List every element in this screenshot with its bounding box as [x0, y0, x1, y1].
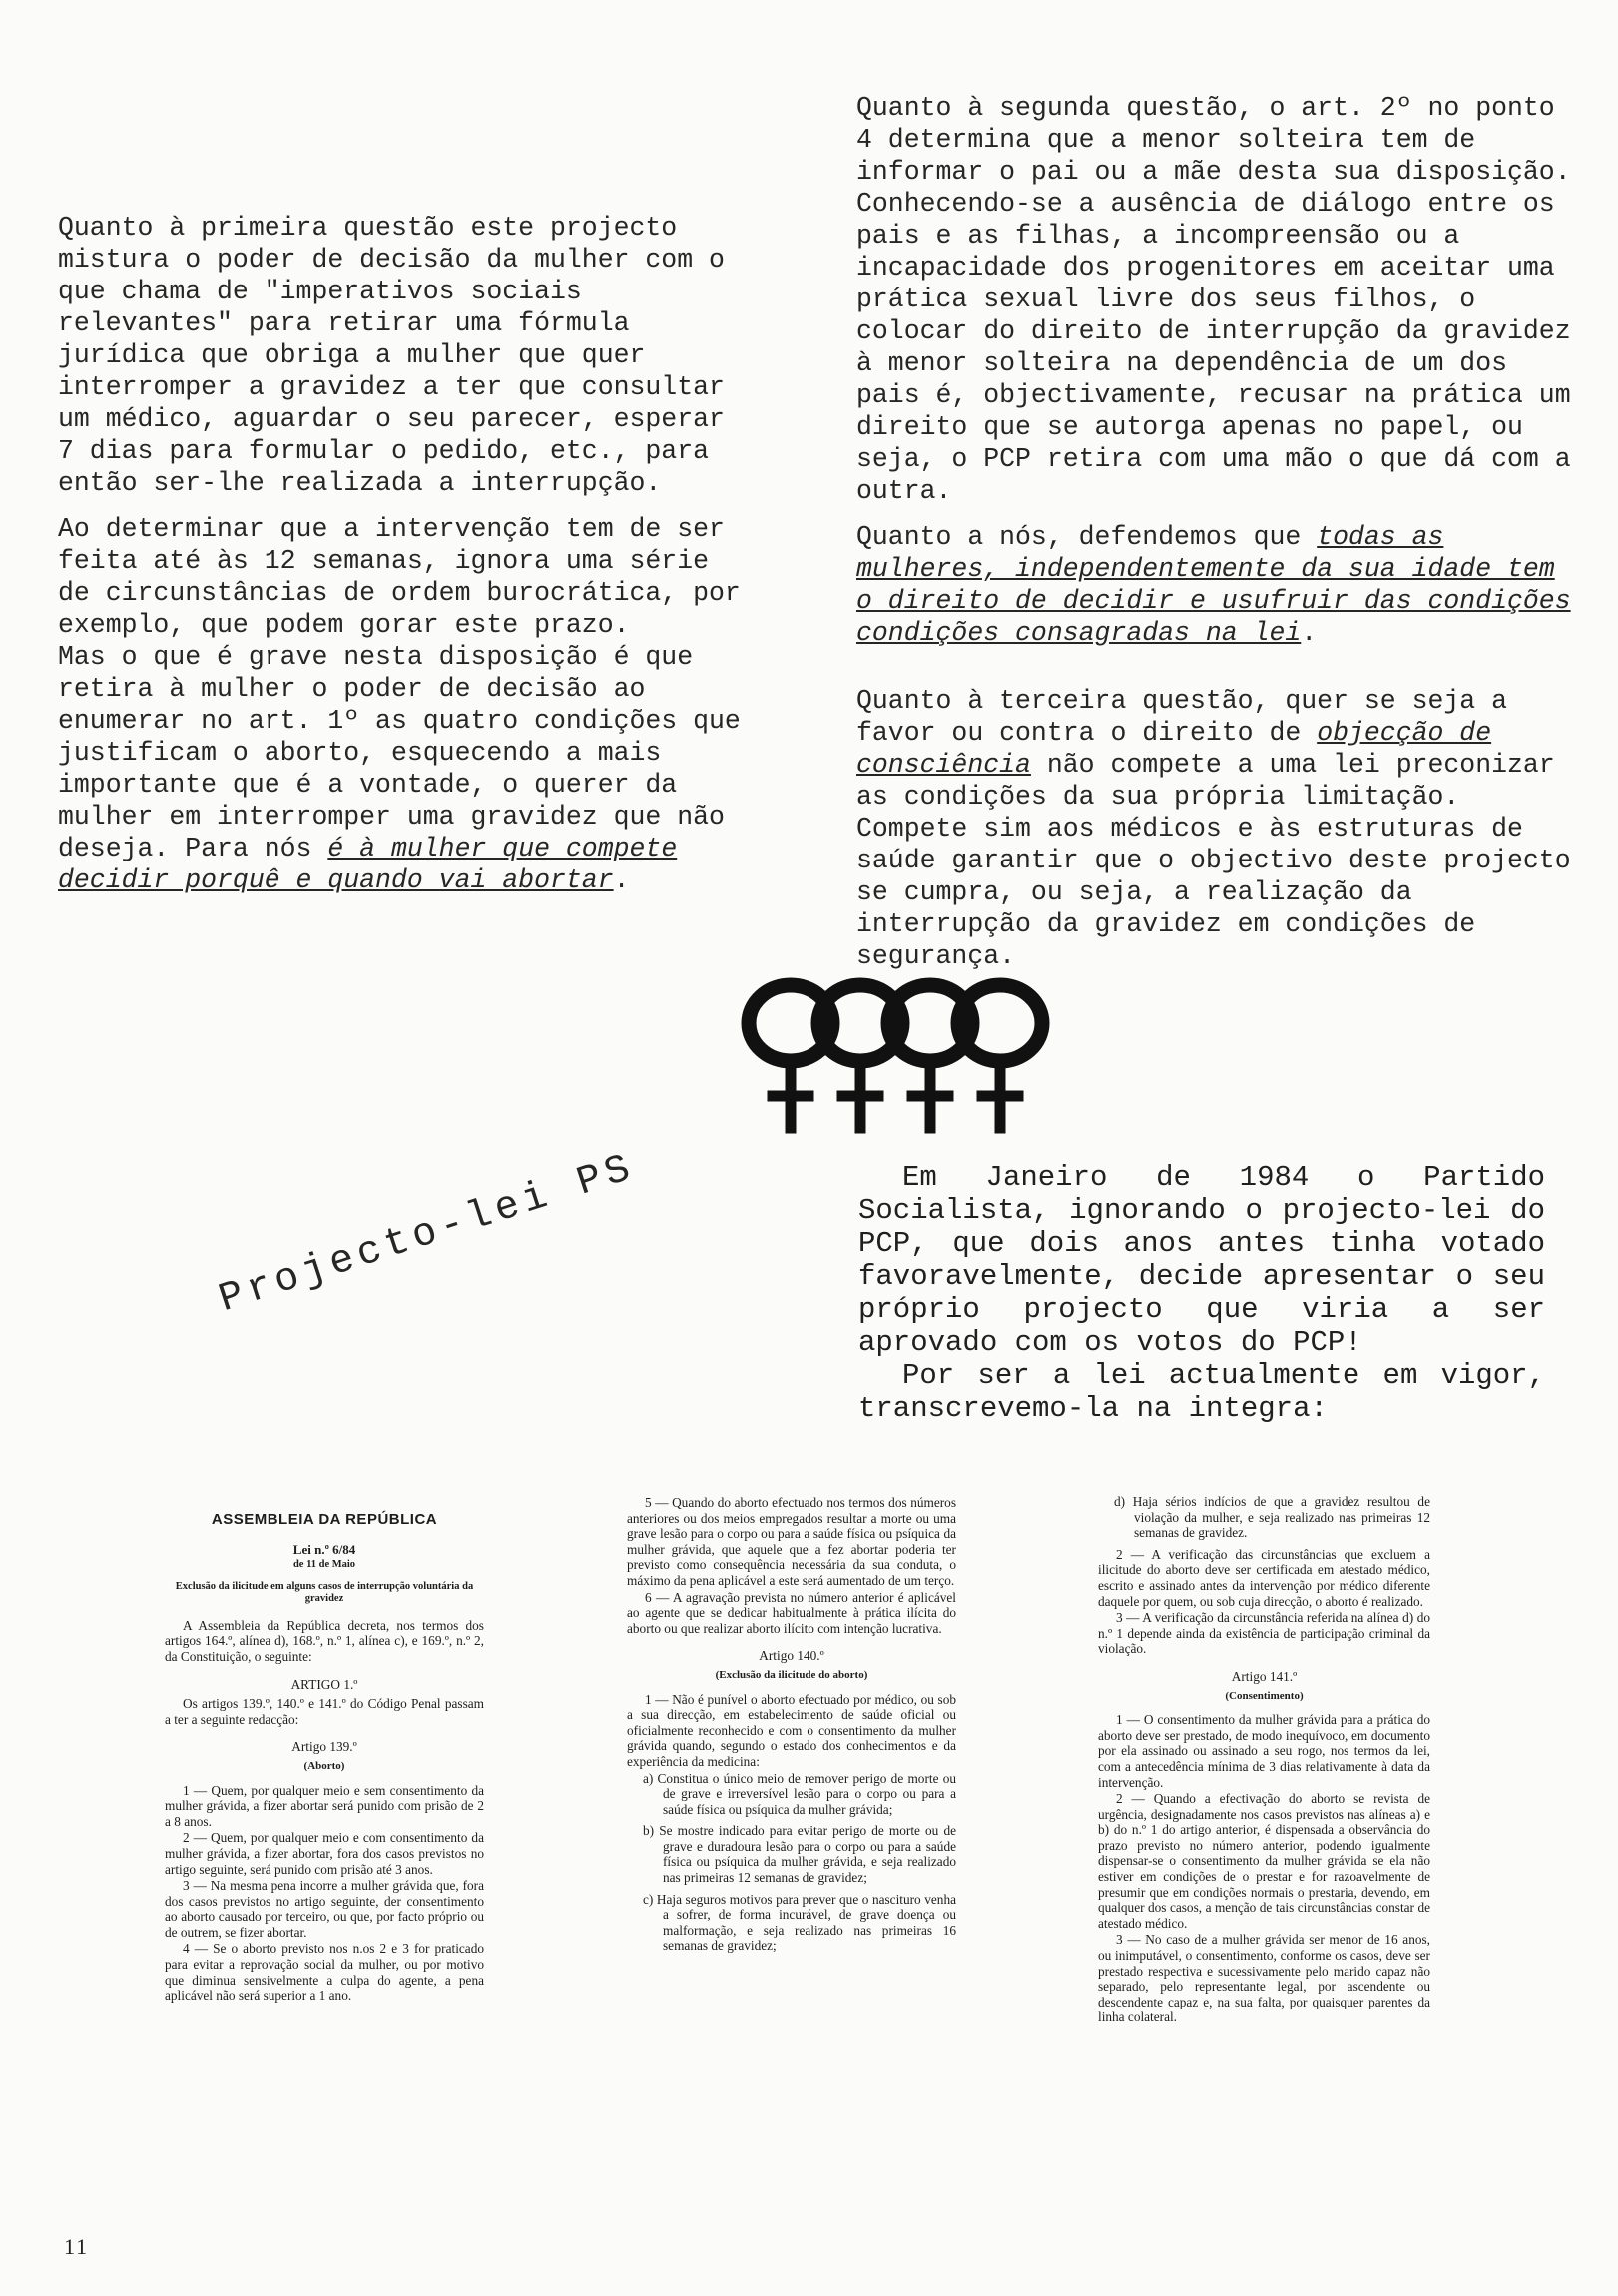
law-column-2 — [627, 1495, 956, 1960]
left-text-column — [58, 212, 747, 910]
article-paragraph: 2 — Quando a efectivação do aborto se revista de urgência, designadamente nos casos previstos nas alíneas a) e b) do n.º 1 do artigo anterior, é dispensada a observância do prazo previsto no número anterior, podendo igualmente dispensar-se o consentimento da mulher grávida se ela não estiver em condições de o prestar e for razoavelmente de presumir que em condições normais o prestaria, devendo, em qualquer dos casos, a menção de tais circunstâncias constar de atestado médico. — [1098, 1791, 1430, 1931]
feminist-symbols-logo — [729, 968, 1068, 1143]
article-clause: b) Se mostre indicado para evitar perigo de morte ou de grave e duradoura lesão para o corpo ou para a saúde física ou psíquica da mulher grávida, e seja realizado nas primeiras 12 semanas de gravidez; — [643, 1823, 956, 1886]
article-subtitle: (Aborto) — [303, 1759, 345, 1772]
paragraph-text-continued: não compete a uma lei preconizar as condições da sua própria limitação. Compete sim aos médicos e às estruturas de saúde garantir que o objectivo deste projecto se cumpra, ou seja, a realização da interrupção da gravidez em condições de segurança. — [856, 750, 1571, 971]
law-preamble: A Assembleia da República decreta, nos termos dos artigos 164.º, alínea d), 168.º, n.º 1, alínea c), e 169.º, n.º 2, da Constituição, o seguinte: — [165, 1617, 484, 1664]
paragraph-text: Mas o que é grave nesta disposição é que retira à mulher o poder de decisão ao enumerar no art. 1º as quatro condições que justificam o aborto, esquecendo a mais importante que é a vontade, o querer da mulher em interromper uma gravidez que não deseja. Para nós — [58, 642, 741, 863]
article-paragraph: 3 — No caso de a mulher grávida ser menor de 16 anos, ou inimputável, o consentimento, conforme os casos, deve ser prestado respectiva e sucessivamente pelo marido capaz não separado, pelo representante legal, por ascendente ou descendente capaz e, na sua falta, por quaisquer parentes da linha colateral. — [1098, 1932, 1430, 2025]
paragraph-text: Quanto à terceira questão, quer se seja a favor ou contra o direito de — [856, 686, 1508, 748]
intro-paragraph: Em Janeiro de 1984 o Partido Socialista, ignorando o projecto-lei do PCP, que dois anos antes tinha votado favoravelmente, decide apresentar o seu próprio projecto que viria a ser aprovado com os votos do PCP! — [858, 1161, 1545, 1359]
paragraph-end: . — [613, 865, 630, 895]
article-clause: d) Haja sérios indícios de que a gravidez resultou de violação da mulher, e seja realizado nas primeiras 12 semanas de gravidez. — [1114, 1494, 1430, 1541]
article-clause: c) Haja seguros motivos para prever que o nascituro venha a sofrer, de forma incurável, de grave doença ou malformação, e seja realizado nas primeiras 16 semanas de gravidez; — [643, 1891, 956, 1954]
paragraph-our-position — [856, 521, 1575, 649]
paragraph-second-question: Quanto à segunda questão, o art. 2º no ponto 4 determina que a menor solteira tem de informar o pai ou a mãe desta sua disposição. Conhecendo-se a ausência de diálogo entre os pais e as filhas, a incompreensão ou a incapacidade dos progenitores em aceitar uma prática sexual livre dos seus filhos, o colocar do direito de interrupção da gravidez à menor solteira na dependência de um dos pais é, objectivamente, recusar na prática um direito que se autorga apenas no papel, ou seja, o PCP retira com uma mão o que dá com a outra. — [856, 93, 1571, 506]
article-subtitle: (Consentimento) — [1225, 1689, 1304, 1702]
article-paragraph: 1 — O consentimento da mulher grávida para a prática do aborto deve ser prestado, de modo inequívoco, em documento por ela assinado ou assinado a seu rogo, nos termos da lei, com a antecedência mínima de 3 dias relativamente à data da intervenção. — [1098, 1712, 1430, 1790]
article-paragraph: 4 — Se o aborto previsto nos n.os 2 e 3 for praticado para evitar a reprovação social da mulher, ou por motivo que diminua sensivelmente a culpa do agente, a pena aplicável não será superior a 1 ano. — [165, 1941, 484, 2004]
paragraph-twelve-weeks: Ao determinar que a intervenção tem de ser feita até às 12 semanas, ignora uma série de circunstâncias de ordem burocrática, por exemplo, que podem gorar este prazo. — [58, 514, 741, 640]
article-clause: a) Constitua o único meio de remover perigo de morte ou de grave e irreversível lesão para o corpo ou para a saúde física ou psíquica da mulher grávida; — [643, 1770, 956, 1817]
article-paragraph: 1 — Quem, por qualquer meio e sem consentimento da mulher grávida, a fizer abortar será punido com prisão de 2 a 8 anos. — [165, 1782, 484, 1829]
intro-paragraph-transcription: Por ser a lei actualmente em vigor, transcrevemo-la na integra: — [858, 1359, 1545, 1425]
article-paragraph: 3 — Na mesma pena incorre a mulher grávida que, fora dos casos previstos no artigo seguinte, der consentimento ao aborto causado por terceiro, ou que, por facto próprio ou de outrem, se fizer abortar. — [165, 1878, 484, 1940]
article-subtitle: (Exclusão da ilicitude do aborto) — [715, 1668, 868, 1681]
page-number: 11 — [64, 2234, 90, 2259]
paragraph-first-question: Quanto à primeira questão este projecto mistura o poder de decisão da mulher com o que chama de "imperativos sociais relevantes" para retirar uma fórmula jurídica que obriga a mulher que quer interromper a gravidez a ter que consultar um médico, aguardar o seu parecer, esperar 7 dias para formular o pedido, etc., para então ser-lhe realizada a interrupção. — [58, 213, 725, 498]
article-paragraph: 3 — A verificação da circunstância referida na alínea d) do n.º 1 depende ainda da existência de participação criminal da violação. — [1098, 1610, 1430, 1657]
underlined-term: objecção de consciência — [856, 718, 1492, 780]
law-number: Lei n.º 6/84 — [292, 1541, 356, 1557]
law-header: ASSEMBLEIA DA REPÚBLICA — [211, 1511, 438, 1528]
paragraph-third-question — [856, 685, 1575, 972]
article-paragraph: 2 — A verificação das circunstâncias que excluem a ilicitude do aborto deve ser certificada em atestado médico, escrito e assinado antes da intervenção por médico diferente daquele por quem, ou sob cuja direcção, o aborto é realizado. — [1098, 1546, 1430, 1609]
intro-text — [858, 1161, 1545, 1425]
article-text: Os artigos 139.º, 140.º e 141.º do Código Penal passam a ter a seguinte redacção: — [165, 1696, 484, 1727]
paragraph-end: . — [1301, 618, 1318, 648]
law-date: de 11 de Maio — [292, 1559, 356, 1571]
article-paragraph: 5 — Quando do aborto efectuado nos termos dos números anteriores ou dos meios empregados resultar a morte ou uma grave lesão para o corpo ou para a saúde física ou psíquica da mulher grávida, que aquele que a fez abortar poderia ter previsto como consequência necessária da sua conduta, o máximo da pena aplicável a este será aumentado de um terço. — [627, 1495, 956, 1588]
article-title: Artigo 141.º — [1231, 1668, 1298, 1684]
paragraph-text: Quanto a nós, defendemos que — [856, 522, 1318, 552]
law-subject: Exclusão da ilicitude em alguns casos de interrupção voluntária da gravidez — [175, 1580, 474, 1605]
right-text-column — [856, 92, 1575, 986]
underlined-statement: é à mulher que compete decidir porquê e quando vai abortar — [58, 834, 678, 895]
article-title: Artigo 139.º — [291, 1739, 357, 1755]
law-column-1 — [165, 1502, 484, 2005]
article-title: Artigo 140.º — [759, 1648, 824, 1664]
article-title: ARTIGO 1.º — [290, 1676, 358, 1692]
underlined-statement: todas as mulheres, independentemente da sua idade tem o direito de decidir e usufruir das condições condições consagradas na lei — [856, 522, 1571, 648]
article-paragraph: 1 — Não é punível o aborto efectuado por médico, ou sob a sua direcção, em estabelecimento de saúde oficial ou oficialmente reconhecido e com o consentimento da mulher grávida quando, segundo o estado dos conhecimentos e da experiência da medicina: — [627, 1691, 956, 1769]
law-column-3 — [1098, 1494, 1430, 2026]
article-paragraph: 2 — Quem, por qualquer meio e com consentimento da mulher grávida, a fizer abortar, fora dos casos previstos no artigo seguinte, será punido com prisão até 3 anos. — [165, 1830, 484, 1877]
article-paragraph: 6 — A agravação prevista no número anterior é aplicável ao agente que se dedicar habitualmente à prática ilícita do aborto ou que realizar aborto ilícito com intenção lucrativa. — [627, 1589, 956, 1636]
paragraph-decision-power — [58, 641, 747, 896]
section-title: Projecto-lei PS — [214, 1145, 641, 1323]
